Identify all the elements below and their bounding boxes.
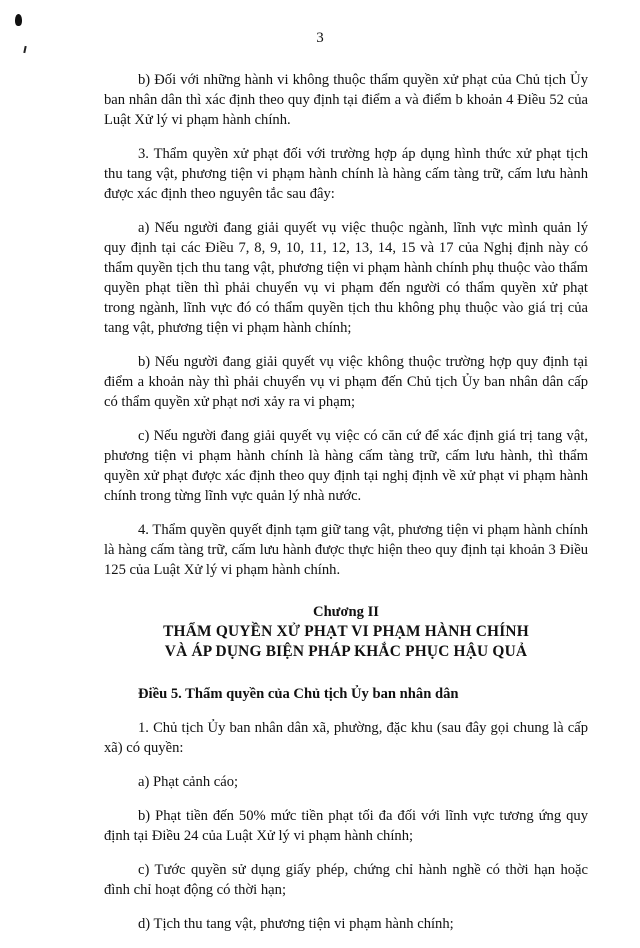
paragraph-5-1c: c) Tước quyền sử dụng giấy phép, chứng chỉ hành nghề có thời hạn hoặc đình chỉ hoạt động có thời hạn; <box>104 862 588 898</box>
paragraph-5-1: 1. Chủ tịch Ủy ban nhân dân xã, phường, đặc khu (sau đây gọi chung là cấp xã) có quyền: <box>104 720 588 756</box>
paragraph-4: 4. Thẩm quyền quyết định tạm giữ tang vật, phương tiện vi phạm hành chính là hàng cấm tàng trữ, cấm lưu hành được thực hiện theo quy định tại khoản 3 Điều 125 của Luật Xử lý vi phạm hành chính. <box>104 522 588 578</box>
paragraph-3c: c) Nếu người đang giải quyết vụ việc có căn cứ để xác định giá trị tang vật, phương tiện vi phạm hành chính là hàng cấm tàng trữ, cấm lưu hành, thì thẩm quyền xử phạt được xác định theo quy định tại nghị định về xử phạt vi phạm hành chính trong từng lĩnh vực quản lý nhà nước. <box>104 428 588 504</box>
paragraph-1b: b) Đối với những hành vi không thuộc thẩm quyền xử phạt của Chủ tịch Ủy ban nhân dân thì xác định theo quy định tại điểm a và điểm b khoản 4 Điều 52 của Luật Xử lý vi phạm hành chính. <box>104 72 588 128</box>
paragraph-3b: b) Nếu người đang giải quyết vụ việc không thuộc trường hợp quy định tại điểm a khoản này thì phải chuyển vụ vi phạm đến Chủ tịch Ủy ban nhân dân cấp có thẩm quyền xử phạt nơi xảy ra vi phạm; <box>104 354 588 410</box>
paragraph-5-1b: b) Phạt tiền đến 50% mức tiền phạt tối đa đối với lĩnh vực tương ứng quy định tại Điều 24 của Luật Xử lý vi phạm hành chính; <box>104 808 588 844</box>
paragraph-3a: a) Nếu người đang giải quyết vụ việc thuộc ngành, lĩnh vực mình quản lý quy định tại các Điều 7, 8, 9, 10, 11, 12, 13, 14, 15 và 17 của Nghị định này có thẩm quyền tịch thu tang vật, phương tiện vi phạm hành chính phụ thuộc vào thẩm quyền phạt tiền thì phải chuyển vụ vi phạm đến người có thẩm quyền xử phạt trong ngành, lĩnh vực đó có thẩm quyền tịch thu không phụ thuộc vào giá trị của tang vật, phương tiện vi phạm hành chính; <box>104 220 588 336</box>
article-heading: Điều 5. Thẩm quyền của Chủ tịch Ủy ban nhân dân <box>138 686 459 702</box>
paragraph-5-1a: a) Phạt cảnh cáo; <box>138 774 239 790</box>
chapter-title <box>104 622 588 662</box>
document-body <box>104 70 588 948</box>
scan-artifact-mark <box>15 14 22 26</box>
paragraph-3: 3. Thẩm quyền xử phạt đối với trường hợp áp dụng hình thức xử phạt tịch thu tang vật, phương tiện vi phạm hành chính là hàng cấm tàng trữ, cấm lưu hành được xác định theo nguyên tắc sau đây: <box>104 146 588 202</box>
chapter-title-line-1: THẨM QUYỀN XỬ PHẠT VI PHẠM HÀNH CHÍNH <box>163 623 529 640</box>
chapter-number: Chương II <box>313 604 379 620</box>
paragraph-5-1d: d) Tịch thu tang vật, phương tiện vi phạm hành chính; <box>138 916 454 932</box>
chapter-title-line-2: VÀ ÁP DỤNG BIỆN PHÁP KHẮC PHỤC HẬU QUẢ <box>164 643 528 660</box>
page-number: 3 <box>316 30 324 46</box>
